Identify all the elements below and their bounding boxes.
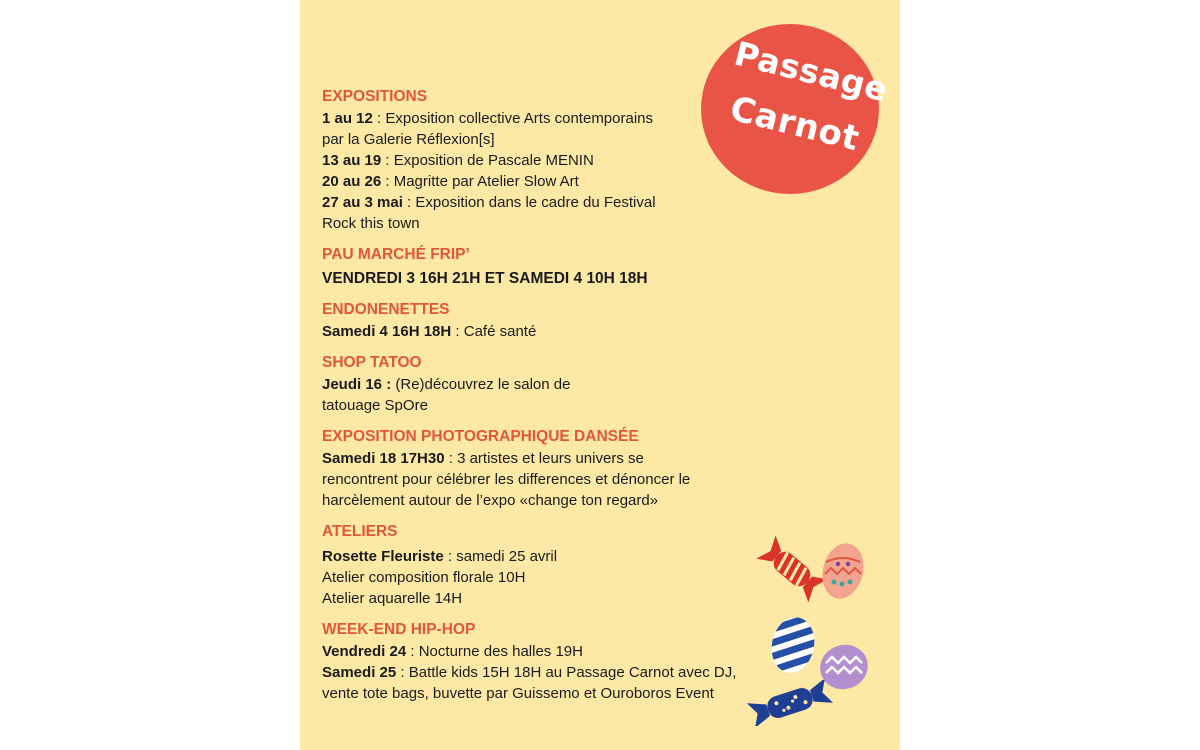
section-heading: PAU MARCHÉ FRIP’	[322, 246, 470, 263]
event-line: par la Galerie Réflexion[s]	[322, 131, 495, 148]
poster	[300, 0, 900, 750]
event-line: Samedi 25 : Battle kids 15H 18H au Passage Carnot avec DJ,	[322, 664, 737, 681]
badge-line-1: Passage	[730, 33, 893, 110]
event-line: rencontrent pour célébrer les differences et dénoncer le	[322, 471, 691, 488]
badge-line-2: Carnot	[726, 88, 864, 160]
section-heading: WEEK-END HIP-HOP	[322, 621, 476, 638]
event-line: Rock this town	[322, 215, 420, 232]
event-line: Rosette Fleuriste : samedi 25 avril	[322, 548, 558, 565]
event-line: Atelier aquarelle 14H	[322, 590, 463, 607]
candy-red-icon	[756, 532, 828, 606]
section-frip	[322, 244, 762, 289]
event-line: harcèlement autour de l’expo «change ton regard»	[322, 492, 659, 509]
event-line: Vendredi 24 : Nocturne des halles 19H	[322, 643, 583, 660]
event-line: Jeudi 16 : (Re)découvrez le salon de	[322, 376, 571, 393]
section-tatoo	[322, 352, 762, 416]
egg-blue-striped-icon	[768, 614, 818, 676]
section-endonenettes	[322, 299, 762, 342]
section-heading: ENDONENETTES	[322, 301, 450, 318]
event-line: 13 au 19 : Exposition de Pascale MENIN	[322, 152, 594, 169]
event-line: VENDREDI 3 16H 21H ET SAMEDI 4 10H 18H	[322, 270, 648, 287]
event-line: 27 au 3 mai : Exposition dans le cadre du Festival	[322, 194, 656, 211]
event-line: vente tote bags, buvette par Guissemo et Ouroboros Event	[322, 685, 714, 702]
event-line: 1 au 12 : Exposition collective Arts contemporains	[322, 110, 654, 127]
event-line: 20 au 26 : Magritte par Atelier Slow Art	[322, 173, 579, 190]
section-photo	[322, 426, 762, 511]
event-line: Atelier composition florale 10H	[322, 569, 526, 586]
event-line: Samedi 4 16H 18H : Café santé	[322, 323, 537, 340]
event-line: tatouage SpOre	[322, 397, 428, 414]
egg-pink-icon	[820, 540, 866, 602]
section-expositions	[322, 86, 762, 234]
section-heading: EXPOSITION PHOTOGRAPHIQUE DANSÉE	[322, 428, 639, 445]
event-list	[322, 86, 762, 714]
section-heading: SHOP TATOO	[322, 354, 422, 371]
section-hiphop	[322, 619, 762, 704]
section-heading: ATELIERS	[322, 523, 398, 540]
section-heading: EXPOSITIONS	[322, 88, 428, 105]
event-line: Samedi 18 17H30 : 3 artistes et leurs univers se	[322, 450, 644, 467]
candy-blue-icon	[747, 680, 833, 726]
section-ateliers	[322, 521, 762, 609]
